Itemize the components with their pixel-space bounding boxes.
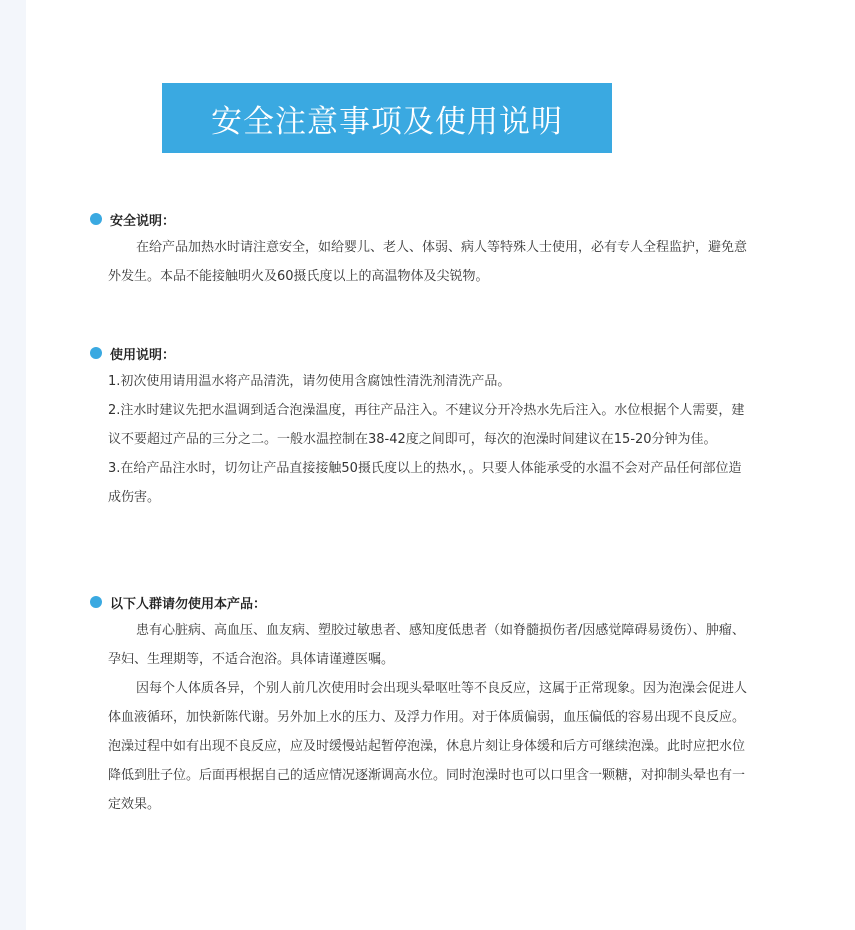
section-paragraph: 患有心脏病、高血压、血友病、塑胶过敏患者、感知度低患者（如脊髓损伤者/因感觉障碍易烫伤）、肿瘤、孕妇、生理期等，不适合泡浴。具体请谨遵医嘱。 [108,623,745,667]
left-edge-strip [0,0,26,930]
section-paragraph: 3.在给产品注水时，切勿让产品直接接触50摄氏度以上的热水，。只要人体能承受的水温不会对产品任何部位造成伤害。 [108,461,742,505]
section-paragraph: 因每个人体质各异，个别人前几次使用时会出现头晕呕吐等不良反应，这属于正常现象。因为泡澡会促进人体血液循环，加快新陈代谢。另外加上水的压力、及浮力作用。对于体质偏弱，血压偏低的容易出现不良反应。泡澡过程中如有出现不良反应，应及时缓慢站起暂停泡澡，休息片刻让身体缓和后方可继续泡澡。此时应把水位降低到肚子位。后面再根据自己的适应情况逐渐调高水位。同时泡澡时也可以口里含一颗糖，对抑制头晕也有一定效果。 [108,681,748,812]
bullet-dot-icon [90,213,102,225]
section-paragraph: 2.注水时建议先把水温调到适合泡澡温度，再往产品注入。不建议分开冷热水先后注入。水位根据个人需要，建议不要超过产品的三分之二。一般水温控制在38-42度之间即可，每次的泡澡时间建议在15-20分钟为佳。 [108,403,745,447]
bullet-dot-icon [90,347,102,359]
title-banner [162,83,612,153]
section-title: 安全说明： [110,213,176,229]
safety-section [90,205,750,291]
section-header [90,339,750,367]
section-paragraph: 1.初次使用请用温水将产品清洗，请勿使用含腐蚀性清洗剂清洗产品。 [108,374,511,389]
restricted-users-section [90,588,750,819]
usage-section [90,339,750,512]
section-paragraph: 在给产品加热水时请注意安全，如给婴儿、老人、体弱、病人等特殊人士使用，必有专人全程监护，避免意外发生。本品不能接触明火及60摄氏度以上的高温物体及尖锐物。 [108,240,748,284]
section-header [90,205,750,233]
section-title: 使用说明： [110,347,176,363]
page-title: 安全注意事项及使用说明 [211,103,563,140]
bullet-dot-icon [90,596,102,608]
section-title: 以下人群请勿使用本产品： [110,596,267,612]
section-header [90,588,750,616]
